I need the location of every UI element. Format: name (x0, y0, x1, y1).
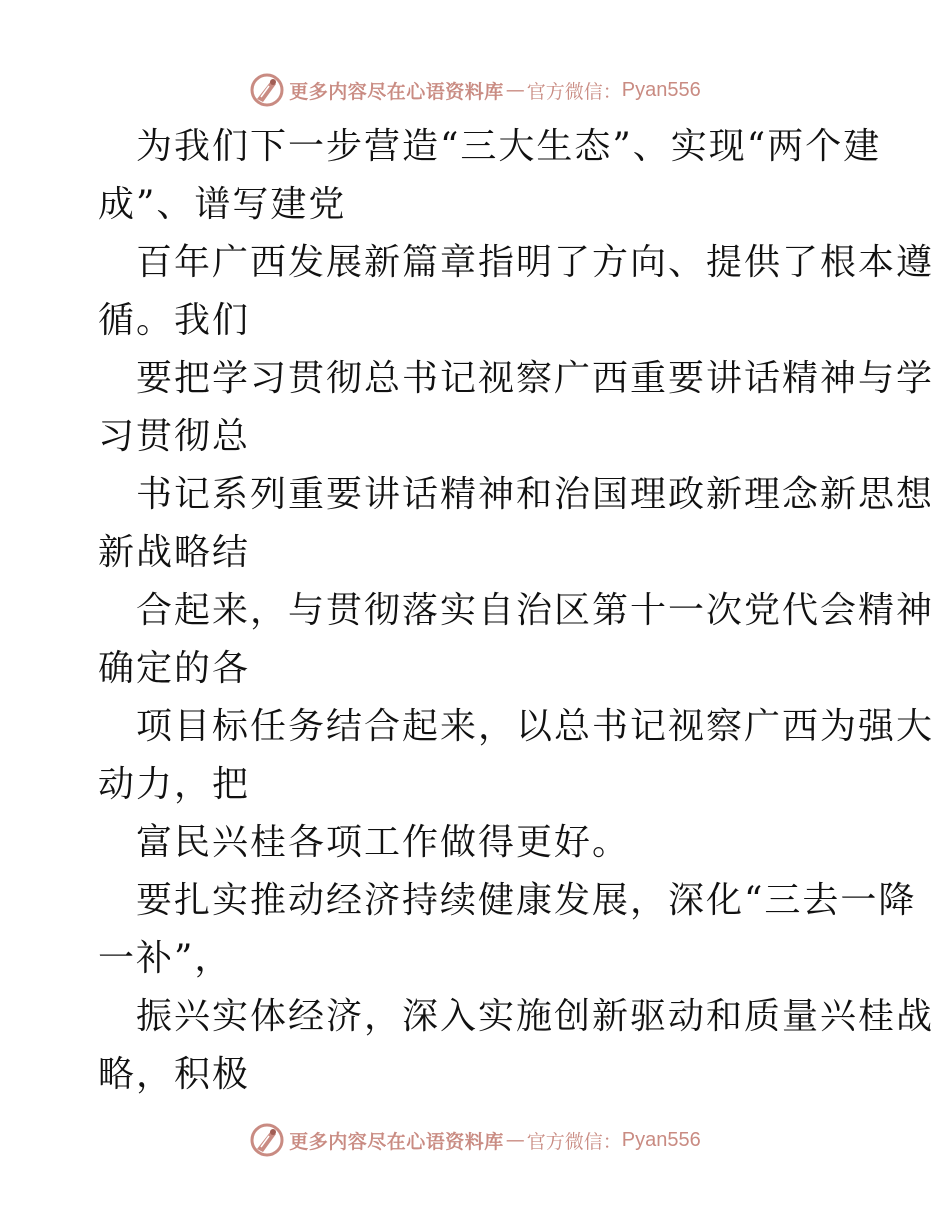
paragraph (98, 988, 935, 1104)
paragraph (98, 814, 858, 872)
text-line: 振兴实体经济，深入实施创新驱动和质量兴桂战 (136, 996, 935, 1037)
header-watermark (0, 70, 950, 110)
text-line: 略，积极 (98, 1054, 251, 1095)
pen-nib-logo-icon (249, 72, 285, 108)
watermark-label: 官方微信： (526, 1130, 622, 1153)
watermark-separator: — (505, 1129, 525, 1151)
text-line: 要把学习贯彻总书记视察广西重要讲话精神与学 (136, 358, 935, 399)
watermark-wechat-id: Pyan556 (621, 1128, 701, 1151)
paragraph (98, 466, 935, 582)
text-line: 项目标任务结合起来，以总书记视察广西为强大 (136, 706, 935, 747)
text-line: 书记系列重要讲话精神和治国理政新理念新思想 (136, 474, 935, 515)
watermark-wechat-id: Pyan556 (621, 78, 701, 101)
text-line: 新战略结 (98, 532, 251, 573)
watermark-text: 更多内容尽在心语资料库 (289, 80, 504, 103)
paragraph (98, 234, 935, 350)
paragraph (98, 872, 917, 988)
watermark-separator: — (505, 79, 525, 101)
text-line: 要扎实推动经济持续健康发展，深化“三去一降 (136, 880, 917, 921)
text-line: 为我们下一步营造“三大生态”、实现“两个建 (136, 126, 882, 167)
watermark-text: 更多内容尽在心语资料库 (289, 1130, 504, 1153)
text-line: 确定的各 (98, 648, 251, 689)
text-line: 一补”， (98, 938, 233, 979)
pen-nib-logo-icon (249, 1122, 285, 1158)
paragraph (98, 582, 935, 698)
text-line: 百年广西发展新篇章指明了方向、提供了根本遵 (136, 242, 935, 283)
text-line: 合起来，与贯彻落实自治区第十一次党代会精神 (136, 590, 935, 631)
watermark-label: 官方微信： (526, 80, 622, 103)
text-line: 富民兴桂各项工作做得更好。 (136, 822, 631, 863)
text-line: 循。我们 (98, 300, 251, 341)
text-line: 动力，把 (98, 764, 251, 805)
footer-watermark (0, 1120, 950, 1160)
text-line: 成”、谱写建党 (98, 184, 347, 225)
text-line: 习贯彻总 (98, 416, 251, 457)
document-body (98, 118, 935, 1104)
paragraph (98, 350, 935, 466)
paragraph (98, 698, 935, 814)
paragraph (98, 118, 882, 234)
